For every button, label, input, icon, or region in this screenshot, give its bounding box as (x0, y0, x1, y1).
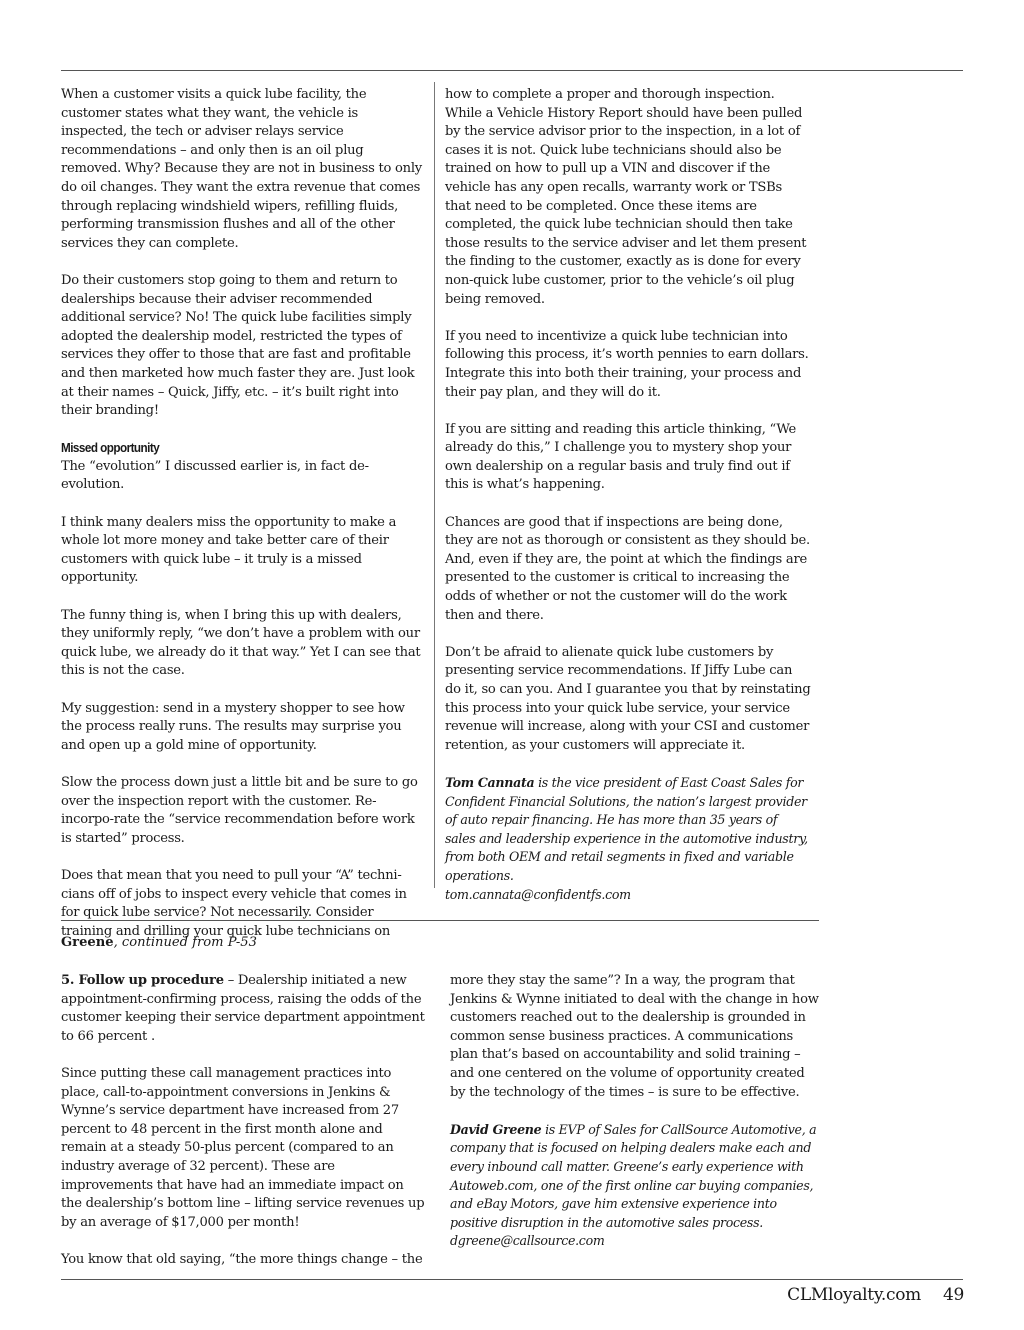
bottom-article-left-column (61, 972, 427, 1270)
author-name: David Greene (450, 1121, 542, 1137)
paragraph: You know that old saying, “the more things change – the (61, 1251, 423, 1267)
paragraph-text: – Dealership initiated a new appointment-confirming process, raising the odds of the customer keeping their service department appointment to 66 percent . (61, 973, 425, 1044)
author-name: Tom Cannata (445, 774, 535, 790)
author-bio (445, 774, 811, 904)
continuation-line (61, 934, 257, 953)
top-article-right-column (445, 86, 811, 904)
subhead: Missed opportunity (61, 440, 160, 456)
paragraph: If you are sitting and reading this article thinking, “We already do this,” I challenge you to mystery shop your own dealership on a regular basis and truly find out if this is what’s happening. (445, 421, 797, 493)
paragraph: how to complete a proper and thorough inspection. While a Vehicle History Report should have been pulled by the service advisor prior to the inspection, in a lot of cases it is not. Quick lube technicians should also be trained on how to pull up a VIN and discover if the vehicle has any open recalls, warranty work or TSBs that need to be completed. Once these items are completed, the quick lube technician should then take those results to the service adviser and let them present the finding to the customer, exactly as is done for every non-quick lube customer, prior to the vehicle’s oil plug being removed. (445, 87, 807, 307)
paragraph: I think many dealers miss the opportunity to make a whole lot more money and take better care of their customers with quick lube – it truly is a missed opportunity. (61, 514, 397, 586)
site-name[interactable]: CLMloyalty.com (787, 1285, 921, 1305)
paragraph: more they stay the same”? In a way, the program that Jenkins & Wynne initiated to deal with the change in how customers reached out to the dealership is grounded in common sense business practices. A communications plan that’s based on accountability and solid training – and one centered on the volume of opportunity created by the technology of the times – is sure to be effective. (450, 973, 819, 1100)
paragraph: Since putting these call management practices into place, call-to-appointment conversions in Jenkins & Wynne’s service department have increased from 27 percent to 48 percent in the first month alone and remain at a steady 50-plus percent (compared to an industry average of 32 percent). These are improvements that have had an immediate impact on the dealership’s bottom line – lifting service revenues up by an average of $17,000 per month! (61, 1065, 425, 1230)
paragraph: The funny thing is, when I bring this up with dealers, they uniformly reply, “we don’t have a problem with our quick lube, we already do it that way.” Yet I can see that this is not the case. (61, 607, 421, 679)
page-footer (787, 1284, 964, 1306)
section-lead: 5. Follow up procedure (61, 973, 224, 988)
paragraph (61, 972, 427, 1046)
paragraph: If you need to incentivize a quick lube technician into following this process, it’s worth pennies to earn dollars. Integrate this into both their training, your process and their pay plan, and they will do it. (445, 328, 809, 400)
paragraph: Don’t be afraid to alienate quick lube customers by presenting service recommendations. If Jiffy Lube can do it, so can you. And I guarantee you that by reinstating this process into your quick lube service, your service revenue will increase, along with your CSI and customer retention, as your customers will appreciate it. (445, 644, 811, 753)
page-number: 49 (942, 1285, 964, 1305)
paragraph: Do their customers stop going to them and return to dealerships because their adviser recommended additional service? No! The quick lube facilities simply adopted the dealership model, restricted the types of services they offer to those that are fast and profitable and then marketed how much faster they are. Just look at their names – Quick, Jiffy, etc. – it’s built right into their branding! (61, 272, 415, 419)
bottom-rule (61, 1279, 963, 1280)
top-article-left-column (61, 86, 427, 941)
paragraph: Does that mean that you need to pull your “A” techni-cians off of jobs to inspect every vehicle that comes in for quick lube service? Not necessarily. Consider training and drilling your quick lube technicians on (61, 867, 407, 939)
column-divider-top (434, 82, 435, 888)
author-email[interactable]: tom.cannata@confidentfs.com (445, 886, 631, 902)
continuation-name: Greene (61, 935, 114, 950)
bottom-article-right-column (450, 972, 820, 1251)
continuation-note: , continued from P-53 (113, 935, 257, 950)
paragraph: Slow the process down just a little bit and be sure to go over the inspection report with the customer. Re-incorpo-rate the “service recommendation before work is started” process. (61, 774, 418, 846)
paragraph: Chances are good that if inspections are being done, they are not as thorough or consistent as they should be. And, even if they are, the point at which the findings are presented to the customer is critical to increasing the odds of whether or not the customer will do the work then and there. (445, 514, 810, 623)
author-bio-text: is the vice president of East Coast Sales for Confident Financial Solutions, the nation’s largest provider of auto repair financing. He has more than 35 years of sales and leadership experience in the automotive industry, from both OEM and retail segments in fixed and variable operations. (445, 774, 808, 883)
author-bio-text: is EVP of Sales for CallSource Automotive, a company that is focused on helping dealers make each and every inbound call matter. Greene’s early experience with Autoweb.com, one of the first online car buying companies, and eBay Motors, gave him extensive experience into positive disruption in the automotive sales process. (450, 1121, 817, 1230)
author-bio (450, 1121, 820, 1251)
paragraph: My suggestion: send in a mystery shopper to see how the process really runs. The results may surprise you and open up a gold mine of opportunity. (61, 700, 405, 753)
paragraph: The “evolution” I discussed earlier is, in fact de-evolution. (61, 458, 369, 493)
paragraph: When a customer visits a quick lube facility, the customer states what they want, the vehicle is inspected, the tech or adviser relays service recommendations – and only then is an oil plug removed. Why? Because they are not in business to only do oil changes. They want the extra revenue that comes through replacing windshield wipers, refilling fluids, performing transmission flushes and all of the other services they can complete. (61, 87, 422, 251)
top-rule (61, 70, 963, 71)
author-email[interactable]: dgreene@callsource.com (450, 1233, 605, 1249)
